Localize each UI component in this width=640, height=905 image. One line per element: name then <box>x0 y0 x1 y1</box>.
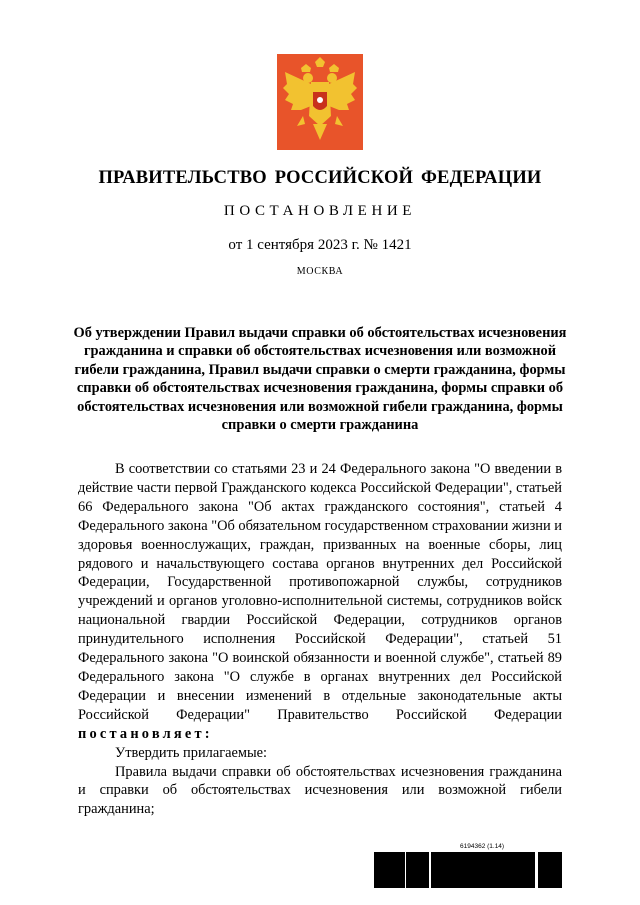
preamble-paragraph <box>78 460 562 744</box>
date-prefix: от <box>228 237 243 253</box>
document-date: 1 сентября 2023 г. <box>246 237 360 253</box>
date-number-line <box>0 237 640 254</box>
russian-coat-of-arms-icon <box>277 54 363 150</box>
item-paragraph: Утвердить прилагаемые: <box>115 744 268 761</box>
preamble-text: В соответствии со статьями 23 и 24 Федерального закона "О введении в действие части первой Гражданского кодекса Российской Федерации", статьей 66 Федерального закона "Об актах гражданского состояния", статьей 4 Федерального закона "Об обязательном государственном страховании жизни и здоровья военнослужащих, граждан, призванных на военные сборы, лиц рядового и начальствующего состава органов внутренних дел Российской Федерации, Государственной противопожарной службы, сотрудников учреждений и органов уголовно-исполнительной системы, сотрудников войск национальной гвардии Российской Федерации, сотрудников органов принудительного исполнения Российской Федерации", статьей 51 Федерального закона "О воинской обязанности и военной службе", статьей 89 Федерального закона "О службе в органах внутренних дел Российской Федерации и внесении изменений в отдельные законодательные акты Российской Федерации" Правительство Российской Федерации <box>78 461 562 723</box>
document-code: 6194362 (1.14) <box>460 843 505 850</box>
number-sign: № <box>363 237 378 253</box>
decree-word: постановляет: <box>78 725 213 742</box>
document-type: ПОСТАНОВЛЕНИЕ <box>223 203 417 219</box>
item-paragraph: Правила выдачи справки об обстоятельствах исчезновения гражданина и справки об обстоятельствах исчезновения или возможной гибели гражданина; <box>78 763 562 818</box>
city-name: МОСКВА <box>296 266 344 277</box>
barcode-icon <box>374 852 562 888</box>
document-body <box>78 460 562 819</box>
document-title: Об утверждении Правил выдачи справки об обстоятельствах исчезновения гражданина и справки об обстоятельствах исчезновения или возможной гибели гражданина, Правил выдачи справки о смерти гражданина, формы справки об обстоятельствах исчезновения гражданина, формы справки об обстоятельствах исчезновения или возможной гибели гражданина, формы справки о смерти гражданина <box>73 325 567 434</box>
document-number: 1421 <box>381 237 412 253</box>
government-name: ПРАВИТЕЛЬСТВО РОССИЙСКОЙ ФЕДЕРАЦИИ <box>98 168 542 188</box>
